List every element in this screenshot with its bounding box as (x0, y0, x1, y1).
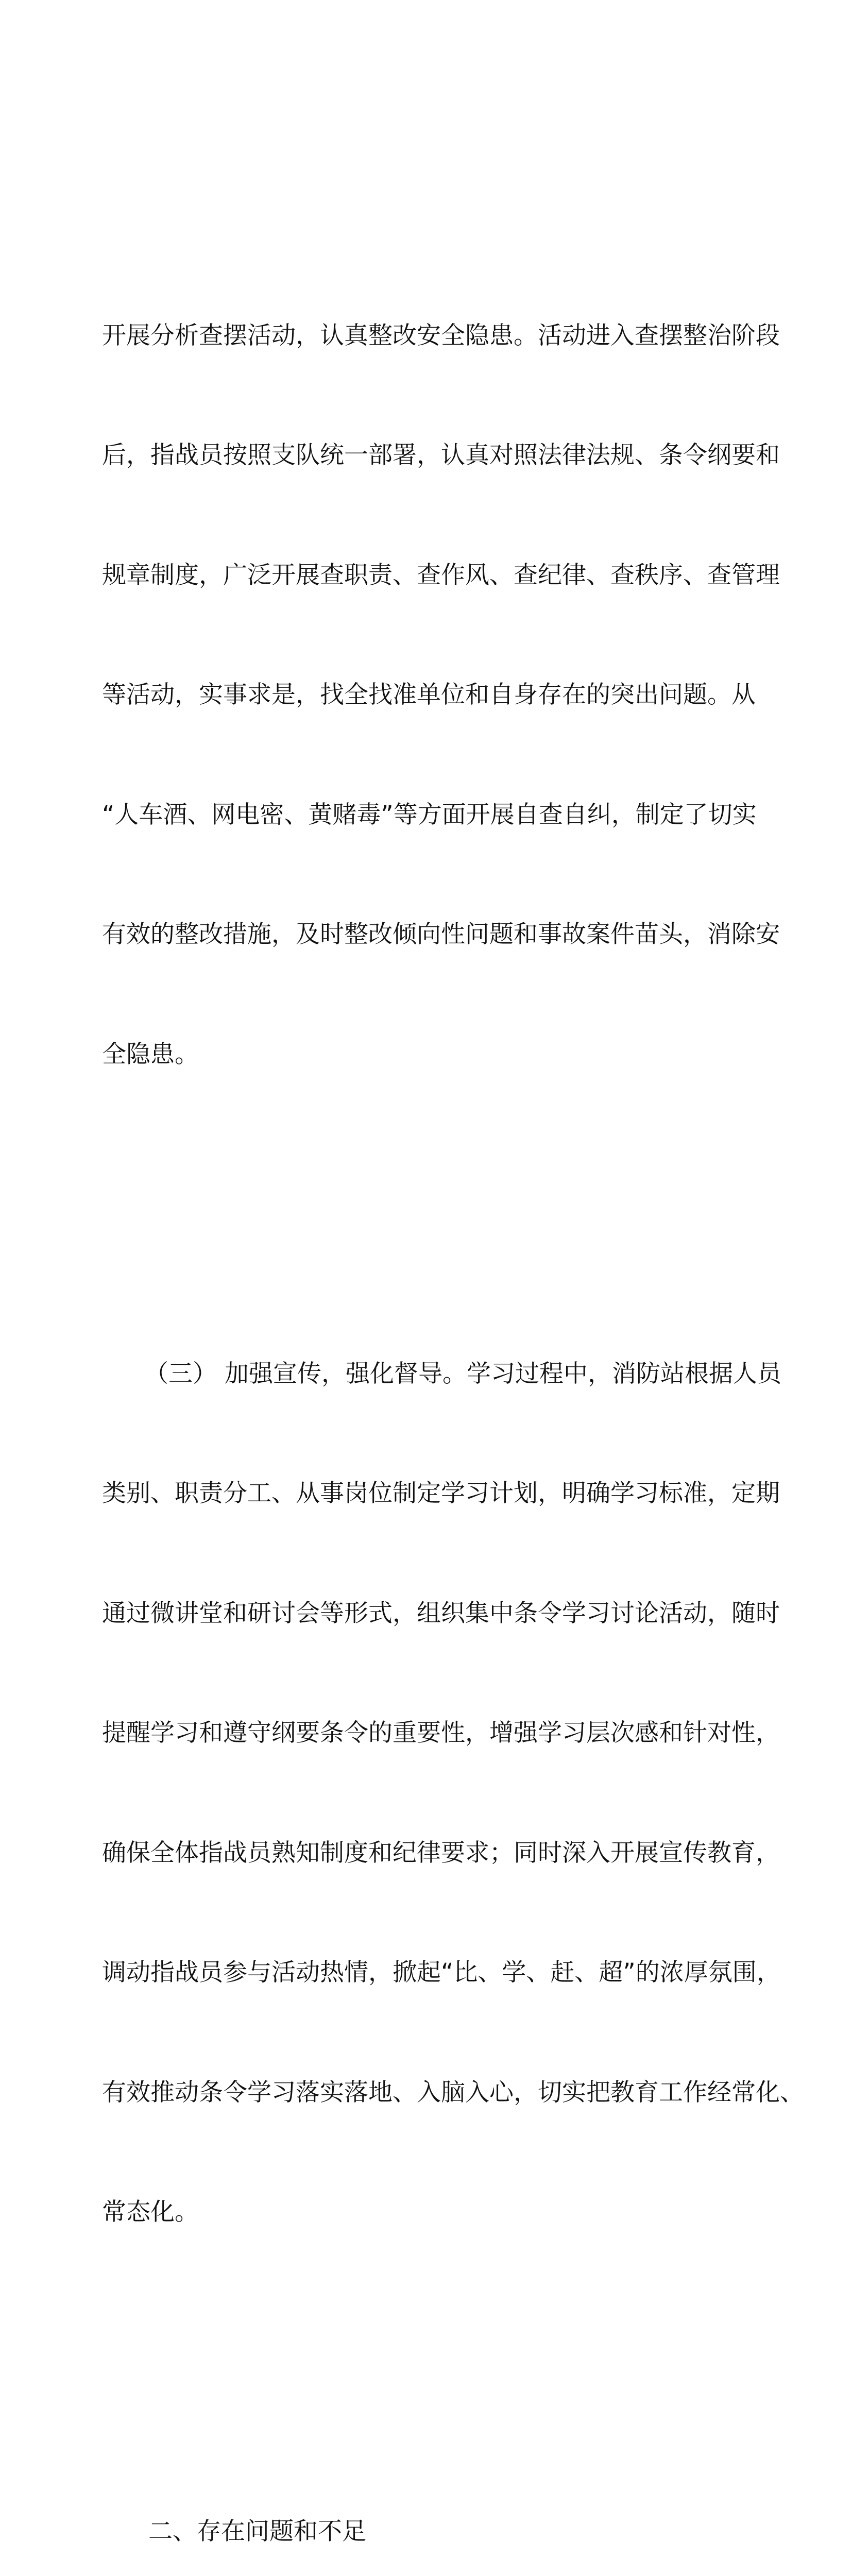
paragraph (102, 1274, 804, 2312)
text-line: 等活动，实事求是，找全找准单位和自身存在的突出问题。从 (102, 681, 756, 709)
text-line: 调动指战员参与活动热情，掀起“比、学、赶、超”的浓厚氛围， (102, 1958, 781, 1987)
text-line: 有效的整改措施，及时整改倾向性问题和事故案件苗头，消除安 (102, 920, 780, 948)
document-body (102, 116, 804, 2576)
text-line: 提醒学习和遵守纲要条令的重要性，增强学习层次感和针对性， (102, 1719, 780, 1747)
text-line: 常态化。 (102, 2198, 199, 2226)
text-line: “人车酒、网电密、黄赌毒”等方面开展自查自纠，制定了切实 (102, 800, 757, 829)
section-heading (102, 2432, 782, 2576)
heading-text: 二、存在问题和不足 (148, 2517, 366, 2546)
text-line: 通过微讲堂和研讨会等形式，组织集中条令学习讨论活动，随时 (102, 1599, 780, 1628)
text-line: 规章制度，广泛开展查职责、查作风、查纪律、查秩序、查管理 (102, 561, 780, 589)
text-line: （三） 加强宣传，强化督导。学习过程中，消防站根据人员 (144, 1359, 781, 1388)
text-line: 全隐患。 (102, 1040, 199, 1069)
text-line: 开展分析查摆活动，认真整改安全隐患。活动进入查摆整治阶段 (102, 321, 780, 350)
paragraph (102, 236, 782, 1155)
text-line: 确保全体指战员熟知制度和纪律要求；同时深入开展宣传教育， (102, 1838, 780, 1867)
text-line: 类别、职责分工、从事岗位制定学习计划，明确学习标准，定期 (102, 1479, 780, 1507)
text-line: 后，指战员按照支队统一部署，认真对照法律法规、条令纲要和 (102, 441, 780, 469)
text-line: 有效推动条令学习落实落地、入脑入心，切实把教育工作经常化、 (102, 2078, 804, 2107)
